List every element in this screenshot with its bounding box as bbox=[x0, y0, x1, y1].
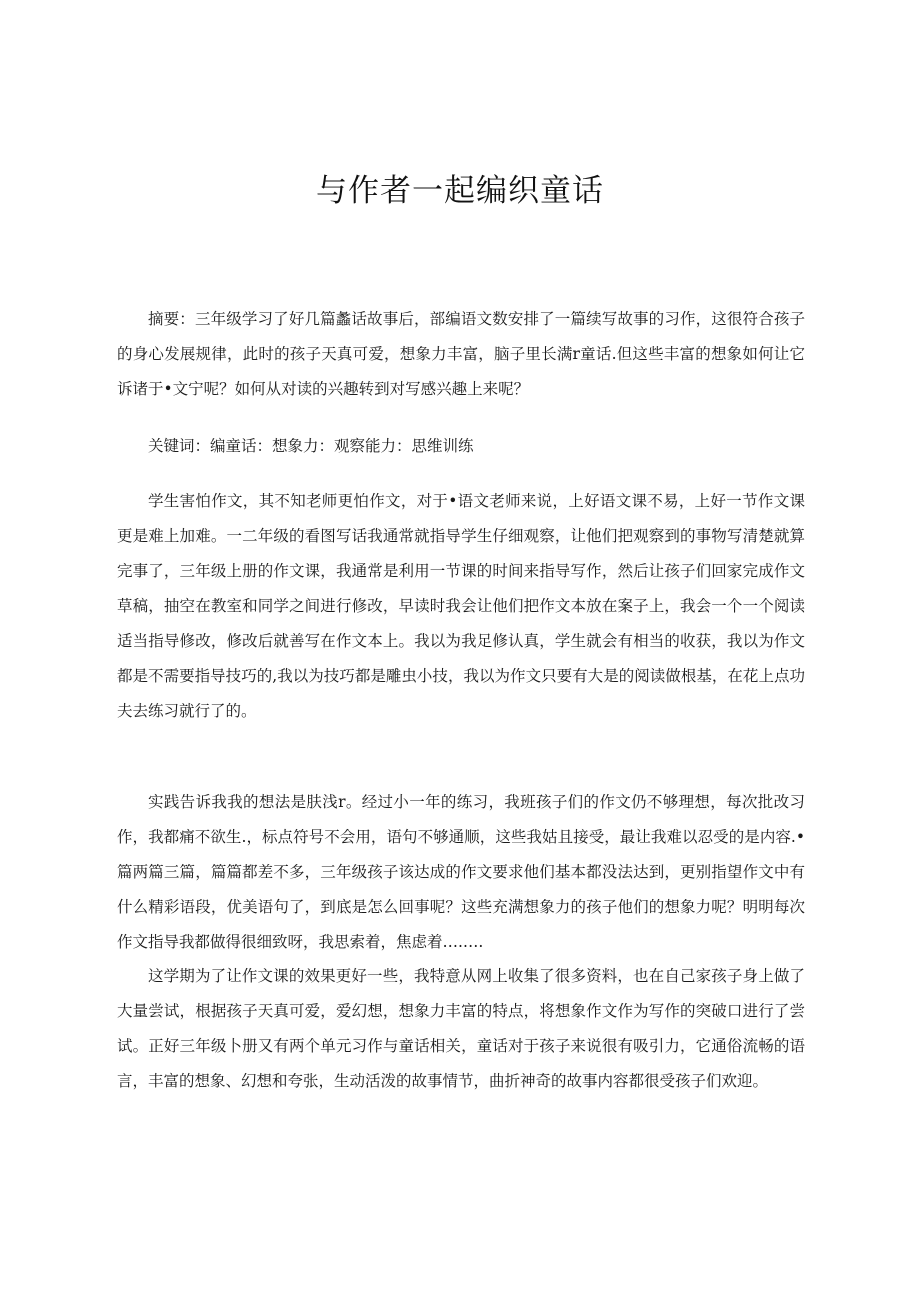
body-paragraph-3: 这学期为了让作文课的效果更好一些，我特意从网上收集了很多资料，也在自己家孩子身上做了大量尝试，根据孩子天真可爱，爱幻想，想象力丰富的特点，将想象作文作为写作的突破口进行了尝试。正好三年级卜册又有两个单元习作与童话相关，童话对于孩子来说很有吸引力，它通俗流畅的语言，丰富的想象、幻想和夸张，生动活泼的故事情节，曲折神奇的故事内容都很受孩子们欢迎。 bbox=[117, 967, 805, 1090]
abstract-paragraph: 摘要：三年级学习了好几篇蠡话故事后，部编语文数安排了一篇续写故事的习作，这很符合孩子的身心发展规律，此时的孩子天真可爱，想象力丰富，脑子里长满r童话.但这些丰富的想象如何让它诉诸于•文宁呢？如何从对读的兴趣转到对写感兴趣上来呢？ bbox=[117, 310, 805, 398]
keywords-line: 关键词：编童话：想象力：观察能力：思维训练 bbox=[148, 437, 474, 455]
body-paragraph-2: 实践告诉我我的想法是肤浅r。经过小一年的练习，我班孩子们的作文仍不够理想，每次批改习作，我都痛不欲生.，标点符号不会用，语句不够通顺，这些我姑且接受，最让我难以忍受的是内容.•篇两篇三篇，篇篇都差不多，三年级孩子该达成的作文要求他们基本都没法达到，更别指望作文中有什么精彩语段，优美语句了，到底是怎么回事呢？这些充满想象力的孩子他们的想象力呢？明明每次作文指导我都做得很细致呀，我思索着，焦虑着….…. bbox=[117, 793, 805, 951]
body-paragraph-1: 学生害怕作文，其不知老师更怕作文，对于•语文老师来说，上好语文课不易，上好一节作文课更是难上加难。一二年级的看图写话我通常就指导学生仔细观察，让他们把观察到的事物写清楚就算完事了，三年级上册的作文课，我通常是利用一节课的时间来指导写作，然后让孩子们回家完成作文草稿，抽空在教室和同学之间进行修改，早读时我会让他们把作文本放在案子上，我会一个一个阅读适当指导修改，修改后就善写在作文本上。我以为我足修认真，学生就会有相当的收获，我以为作文都是不需要指导技巧的,我以为技巧都是雕虫小技，我以为作文只要有大是的阅读做根基，在花上点功夫去练习就行了的。 bbox=[117, 492, 805, 720]
document-title: 与作者一起编织童话 bbox=[316, 173, 604, 209]
